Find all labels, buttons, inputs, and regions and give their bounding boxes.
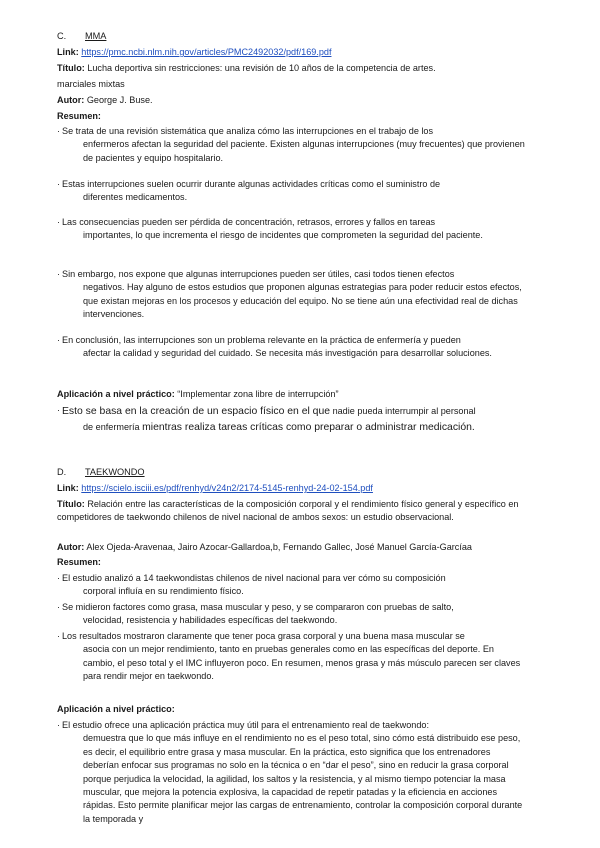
- bullet-continuation: enfermeros afectan la seguridad del paciente. Existen algunas interrupciones (muy frecuentes) que provienen de pacientes y equipo hospitalario.: [83, 139, 525, 163]
- bullet-continuation: demuestra que lo que más influye en el rendimiento no es el peso total, sino cómo está distribuido ese peso, es decir, el equilibrio entre grasa y masa muscular. En la práctica, esto significa que los entrenadores deberían enfocar sus programas no solo en la técnica o en “dar el peso”, sino en reducir la grasa corporal porque perjudica la velocidad, la agilidad, los saltos y la resistencia, y al mismo tiempo potenciar la masa muscular, que mejora la potencia explosiva, la capacidad de repetir patadas y la eficiencia en acciones rápidas. Esto permite planificar mejor las cargas de entrenamiento, controlar la composición corporal durante la temporada y: [83, 733, 523, 824]
- bullet-dash: ·: [57, 269, 61, 279]
- title-text: Lucha deportiva sin restricciones: una revisión de 10 años de la competencia de artes.: [87, 63, 436, 73]
- application-heading: [57, 388, 557, 401]
- application-bullet: [57, 404, 537, 436]
- application-text-large: mientras realiza tareas críticas como preparar o administrar medicación.: [142, 422, 475, 433]
- section-heading-mma: [57, 30, 106, 43]
- article-link[interactable]: https://pmc.ncbi.nlm.nih.gov/articles/PMC2492032/pdf/169.pdf: [81, 47, 332, 57]
- summary-bullet: [57, 334, 527, 361]
- bullet-dash: ·: [57, 720, 61, 730]
- bullet-continuation: negativos. Hay alguno de estos estudios que proponen algunas estrategias para poder reducir estos efectos, que existan mejoras en los procesos y educación del equipo. No se tiene aún una efectividad real de dichas intervenciones.: [83, 282, 522, 320]
- bullet-dash: ·: [57, 335, 61, 345]
- section-letter: C.: [57, 31, 67, 41]
- article-link[interactable]: https://scielo.isciii.es/pdf/renhyd/v24n2/2174-5145-renhyd-24-02-154.pdf: [81, 483, 373, 493]
- author-text: Alex Ojeda-Aravenaa, Jairo Azocar-Gallardoa,b, Fernando Gallec, José Manuel García-Garcíaa: [86, 542, 472, 552]
- summary-bullet: [57, 216, 527, 243]
- bullet-continuation: asocia con un mejor rendimiento, tanto en pruebas generales como en las específicas del deporte. En cambio, el peso total y el IMC influyeron poco. En resumen, menos grasa y más músculo parecen ser claves para rendir mejor en taekwondo.: [83, 644, 521, 682]
- application-bullet: [57, 719, 525, 826]
- bullet-first-line: El estudio ofrece una aplicación práctica muy útil para el entrenamiento real de taekwondo:: [62, 720, 429, 730]
- link-line: [57, 46, 557, 59]
- bullet-continuation: diferentes medicamentos.: [83, 192, 188, 203]
- bullet-first-line: Estas interrupciones suelen ocurrir durante algunas actividades críticas como el suministro de: [62, 179, 441, 189]
- bullet-first-line: Sin embargo, nos expone que algunas interrupciones pueden ser útiles, casi todos tienen efectos: [62, 269, 455, 279]
- application-text: de enfermería: [83, 422, 140, 432]
- application-line: [57, 404, 537, 419]
- application-label: Aplicación a nivel práctico:: [57, 389, 175, 399]
- application-label: Aplicación a nivel práctico:: [57, 704, 175, 714]
- bullet-continuation: velocidad, resistencia y habilidades específicas del taekwondo.: [83, 615, 338, 626]
- bullet-dash: ·: [57, 217, 61, 227]
- bullet-first-line: En conclusión, las interrupciones son un problema relevante en la práctica de enfermería y pueden: [62, 335, 461, 345]
- author-text: George J. Buse.: [86, 95, 153, 105]
- author-line: [57, 94, 557, 107]
- link-line: [57, 482, 557, 495]
- bullet-dash: ·: [57, 631, 61, 641]
- summary-bullet: [57, 572, 527, 599]
- author-label: Autor:: [57, 542, 85, 552]
- title-line: [57, 62, 557, 75]
- summary-label: Resumen:: [57, 111, 101, 121]
- bullet-first-line: Los resultados mostraron claramente que tener poca grasa corporal y una buena masa muscular se: [62, 631, 465, 641]
- section-letter: D.: [57, 467, 67, 477]
- application-line: [57, 419, 537, 436]
- application-text-large: Esto se basa en la creación de un espacio físico en el que: [62, 406, 331, 417]
- summary-bullet: [57, 630, 527, 684]
- application-text: nadie pueda interrumpir al personal: [332, 406, 476, 416]
- title-text: Relación entre las características de la composición corporal y el rendimiento físico general y específico en competidores de taekwondo chilenos de nivel nacional de ambos sexos: un estudio observacional.: [57, 499, 519, 523]
- bullet-continuation: corporal influía en su rendimiento físico.: [83, 586, 244, 597]
- bullet-continuation: afectar la calidad y seguridad del cuidado. Se necesita más investigación para desarrollar soluciones.: [83, 348, 492, 359]
- bullet-dash: ·: [57, 602, 61, 612]
- bullet-dash: ·: [57, 179, 61, 189]
- author-line: [57, 541, 557, 554]
- bullet-dash: ·: [57, 573, 61, 583]
- section-heading-taekwondo: [57, 466, 145, 479]
- bullet-first-line: El estudio analizó a 14 taekwondistas chilenos de nivel nacional para ver cómo su composición: [62, 573, 446, 583]
- title-paragraph: [57, 498, 522, 525]
- summary-bullet: [57, 125, 527, 165]
- summary-bullet: [57, 601, 527, 628]
- section-name: TAEKWONDO: [85, 467, 145, 477]
- bullet-first-line: Las consecuencias pueden ser pérdida de concentración, retrasos, errores y fallos en tareas: [62, 217, 436, 227]
- summary-bullet: [57, 178, 527, 205]
- bullet-dash: ·: [57, 126, 61, 136]
- title-label: Título:: [57, 499, 85, 509]
- title-line-continued: marciales mixtas: [57, 79, 125, 89]
- summary-bullet: [57, 268, 527, 322]
- title-label: Título:: [57, 63, 85, 73]
- summary-label: Resumen:: [57, 557, 101, 567]
- link-label: Link:: [57, 47, 79, 57]
- application-quote: “Implementar zona libre de interrupción”: [177, 389, 339, 399]
- bullet-first-line: Se midieron factores como grasa, masa muscular y peso, y se compararon con pruebas de salto,: [62, 602, 454, 612]
- bullet-continuation: importantes, lo que incrementa el riesgo de incidentes que comprometen la seguridad del paciente.: [83, 230, 483, 241]
- author-label: Autor:: [57, 95, 85, 105]
- link-label: Link:: [57, 483, 79, 493]
- bullet-dash: ·: [57, 405, 61, 415]
- section-name: MMA: [85, 31, 107, 41]
- bullet-first-line: Se trata de una revisión sistemática que analiza cómo las interrupciones en el trabajo de los: [62, 126, 434, 136]
